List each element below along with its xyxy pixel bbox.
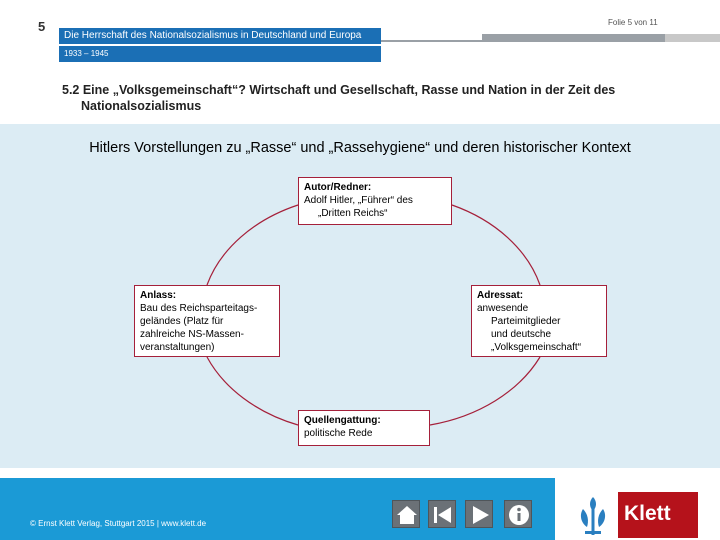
- chapter-title: Die Herrschaft des Nationalsozialismus in Deutschland und Europa: [64, 30, 362, 41]
- addressee-line: und deutsche: [491, 329, 552, 340]
- author-line: „Dritten Reichs“: [318, 208, 388, 219]
- first-slide-icon: [429, 501, 457, 529]
- panel-title: Hitlers Vorstellungen zu „Rasse“ und „Rassehygiene“ und deren historischer Kontext: [89, 140, 631, 156]
- slide-counter: Folie 5 von 11: [608, 18, 658, 27]
- klett-logo-text: Klett: [624, 502, 671, 525]
- info-icon: [505, 501, 533, 529]
- next-slide-icon: [466, 501, 494, 529]
- home-icon: [393, 501, 421, 529]
- author-box: [298, 177, 452, 225]
- addressee-box: [471, 285, 607, 357]
- source-type-line: politische Rede: [304, 428, 373, 439]
- occasion-line: Bau des Reichsparteitags-: [140, 303, 258, 314]
- chapter-number: 5: [38, 19, 46, 34]
- home-button[interactable]: [392, 500, 420, 528]
- author-heading: Autor/Redner:: [304, 182, 372, 193]
- occasion-box: [134, 285, 280, 357]
- footer-copyright[interactable]: © Ernst Klett Verlag, Stuttgart 2015 | www.klett.de: [30, 519, 207, 528]
- cycle-arc-right-bottom: [430, 357, 540, 425]
- next-slide-button[interactable]: [465, 500, 493, 528]
- years-label: 1933 – 1945: [64, 49, 109, 58]
- addressee-line: Parteimitglieder: [491, 316, 561, 327]
- occasion-line: zahlreiche NS-Massen-: [140, 329, 244, 340]
- info-button[interactable]: [504, 500, 532, 528]
- klett-logo-icon: [569, 491, 617, 538]
- addressee-heading: Adressat:: [477, 290, 524, 301]
- occasion-line: geländes (Platz für: [140, 316, 224, 327]
- occasion-line: veranstaltungen): [140, 342, 215, 353]
- source-type-heading: Quellengattung:: [304, 415, 381, 426]
- cycle-arc-left-top: [207, 205, 298, 285]
- cycle-arc-top-right: [452, 205, 540, 285]
- section-title-line-2: Nationalsozialismus: [81, 99, 202, 113]
- addressee-line: anwesende: [477, 303, 529, 314]
- first-slide-button[interactable]: [428, 500, 456, 528]
- author-line: Adolf Hitler, „Führer“ des: [304, 195, 413, 206]
- source-type-box: [298, 410, 430, 446]
- addressee-line: „Volksgemeinschaft“: [491, 342, 582, 353]
- section-title-line-1: 5.2 Eine „Volksgemeinschaft“? Wirtschaft und Gesellschaft, Rasse und Nation in der Zeit des: [62, 83, 616, 97]
- cycle-arc-bottom-left: [207, 357, 298, 425]
- occasion-heading: Anlass:: [140, 290, 177, 301]
